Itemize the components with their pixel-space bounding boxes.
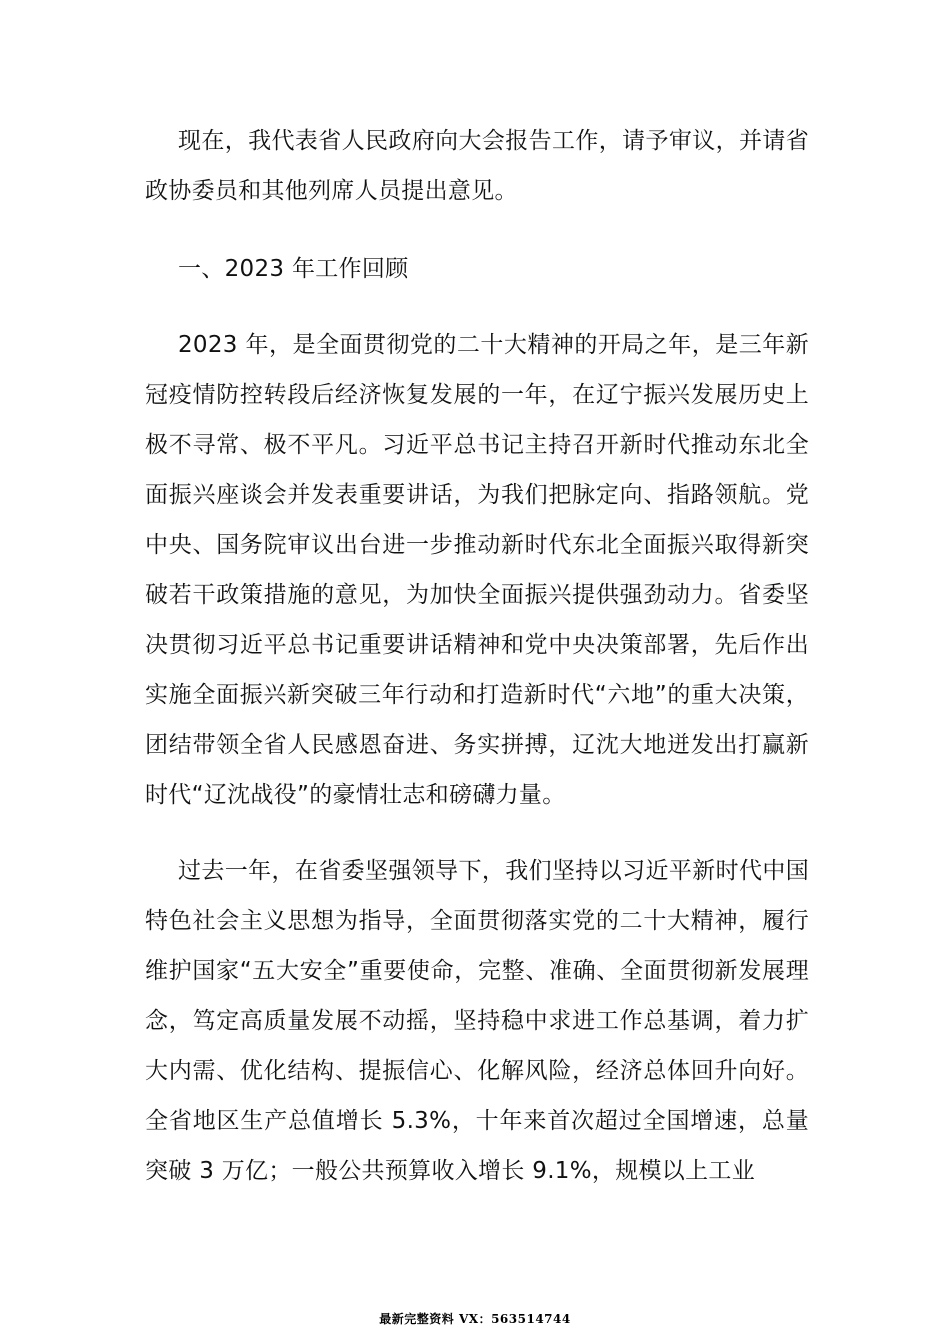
paragraph-2023-overview: 2023 年，是全面贯彻党的二十大精神的开局之年，是三年新冠疫情防控转段后经济恢复发展的一年，在辽宁振兴发展历史上极不寻常、极不平凡。习近平总书记主持召开新时代推动东北全面振兴座谈会并发表重要讲话，为我们把脉定向、指路领航。党中央、国务院审议出台进一步推动新时代东北全面振兴取得新突破若干政策措施的意见，为加快全面振兴提供强劲动力。省委坚决贯彻习近平总书记重要讲话精神和党中央决策部署，先后作出实施全面振兴新突破三年行动和打造新时代“六地”的重大决策，团结带领全省人民感恩奋进、务实拼搏，辽沈大地迸发出打赢新时代“辽沈战役”的豪情壮志和磅礴力量。	[145, 332, 809, 808]
intro-paragraph: 现在，我代表省人民政府向大会报告工作，请予审议，并请省政协委员和其他列席人员提出意见。	[145, 128, 809, 204]
section-heading: 一、2023 年工作回顾	[178, 256, 409, 282]
footer-watermark-text: 最新完整资料 VX：563514744	[379, 1312, 571, 1326]
paragraph-past-year: 过去一年，在省委坚强领导下，我们坚持以习近平新时代中国特色社会主义思想为指导，全面贯彻落实党的二十大精神，履行维护国家“五大安全”重要使命，完整、准确、全面贯彻新发展理念，笃定高质量发展不动摇，坚持稳中求进工作总基调，着力扩大内需、优化结构、提振信心、化解风险，经济总体回升向好。全省地区生产总值增长 5.3%，十年来首次超过全国增速，总量突破 3 万亿；一般公共预算收入增长 9.1%，规模以上工业	[145, 858, 809, 1184]
